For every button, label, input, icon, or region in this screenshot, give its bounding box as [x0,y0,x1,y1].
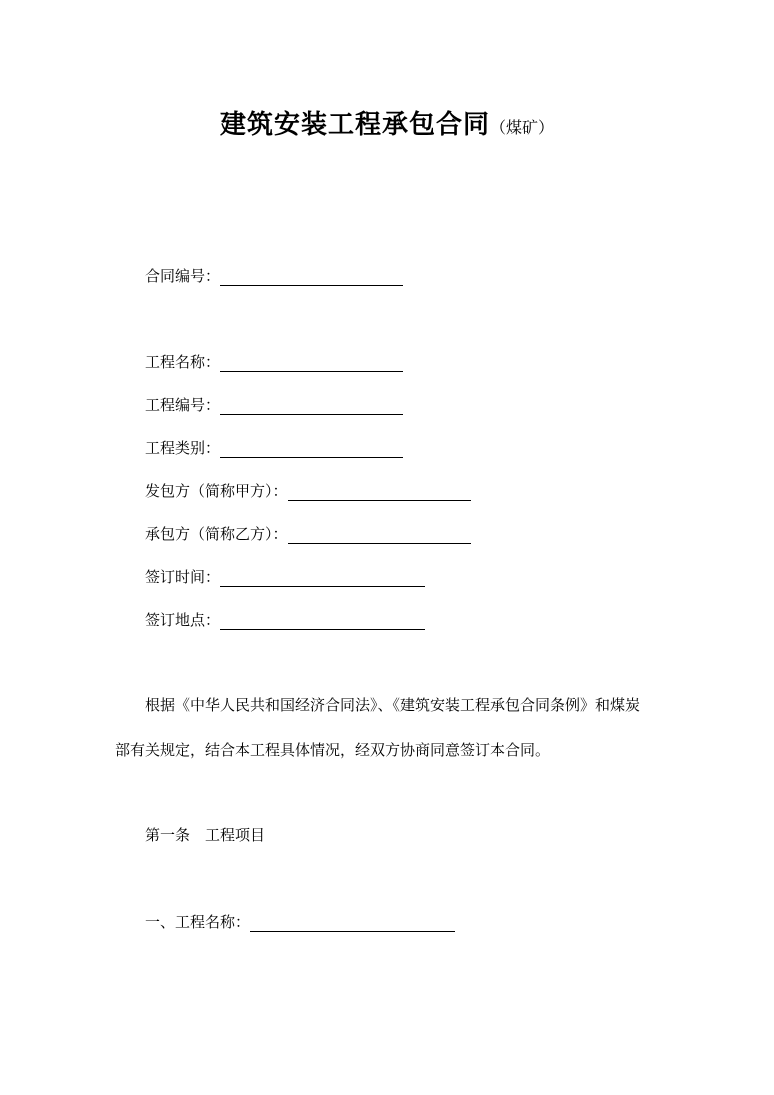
sign-place-blank[interactable] [220,615,425,630]
preamble-line-1: 根据《中华人民共和国经济合同法》、《建筑安装工程承包合同条例》和煤炭 [145,696,641,714]
project-name-row [145,352,403,372]
sign-time-label: 签订时间： [145,568,221,586]
document-title [0,104,774,141]
title-suffix: （煤矿） [490,118,555,137]
project-type-label: 工程类别： [145,439,221,457]
party-b-blank[interactable] [288,529,471,544]
title-main: 建筑安装工程承包合同 [219,110,490,140]
sign-time-row [145,567,425,587]
party-b-label: 承包方（简称乙方）： [145,525,288,543]
project-name-label: 工程名称： [145,353,221,371]
party-b-row [145,524,471,544]
contract-no-row [145,266,403,286]
project-no-blank[interactable] [220,400,403,415]
party-a-row [145,481,471,501]
item-1-blank[interactable] [250,917,455,932]
project-type-blank[interactable] [220,443,403,458]
contract-no-blank[interactable] [220,271,403,286]
project-type-row [145,438,403,458]
sign-place-label: 签订地点： [145,611,221,629]
article-1-heading: 第一条 工程项目 [145,826,266,844]
party-a-label: 发包方（简称甲方）： [145,482,288,500]
contract-no-label: 合同编号： [145,267,221,285]
project-name-blank[interactable] [220,357,403,372]
party-a-blank[interactable] [288,486,471,501]
item-1-row [145,912,455,932]
sign-time-blank[interactable] [220,572,425,587]
preamble-line-2: 部有关规定，结合本工程具体情况，经双方协商同意签订本合同。 [115,741,551,759]
project-no-row [145,395,403,415]
sign-place-row [145,610,425,630]
project-no-label: 工程编号： [145,396,221,414]
item-1-label: 一、工程名称： [145,913,251,931]
